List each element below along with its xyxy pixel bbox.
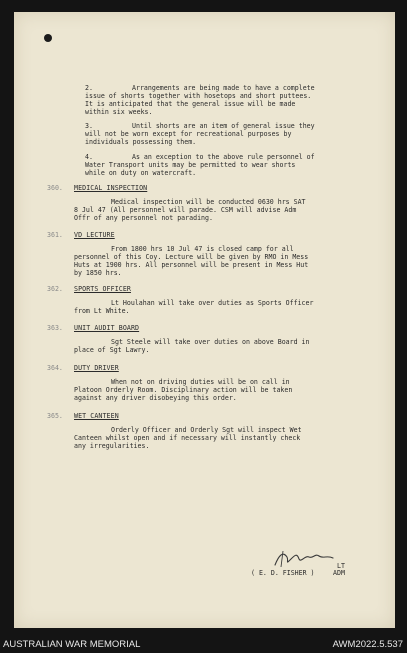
- handwritten-signature: [269, 547, 339, 569]
- item-365-heading: WET CANTEEN: [74, 412, 119, 420]
- footer-institution: AUSTRALIAN WAR MEMORIAL: [3, 639, 141, 650]
- item-362-line-1: Lt Houlahan will take over duties as Sports Officer: [111, 299, 314, 307]
- footer-bar: [0, 637, 407, 653]
- para-4-number: 4.: [85, 153, 93, 161]
- item-364-line-3: against any driver disobeying this order.: [74, 394, 237, 402]
- para-2-line-1: Arrangements are being made to have a complete: [132, 84, 315, 92]
- para-4-line-2: Water Transport units may be permitted to wear shorts: [85, 161, 296, 169]
- para-4-line-3: while on duty on watercraft.: [85, 169, 197, 177]
- signature-rank: LT: [337, 562, 345, 570]
- para-2-number: 2.: [85, 84, 93, 92]
- document-page: [14, 12, 395, 628]
- item-365-line-2: Canteen whilst open and if necessary will instantly check: [74, 434, 301, 442]
- para-3-number: 3.: [85, 122, 93, 130]
- para-3-line-3: individuals possessing them.: [85, 138, 197, 146]
- item-361-number: 361.: [47, 231, 63, 239]
- item-365-number: 365.: [47, 412, 63, 420]
- item-360-line-3: Offr of any personnel not parading.: [74, 214, 213, 222]
- signature-name: ( E. D. FISHER ): [251, 569, 315, 577]
- item-361-line-2: personnel of this Coy. Lecture will be given by RMO in Mess: [74, 253, 309, 261]
- item-364-heading: DUTY DRIVER: [74, 364, 119, 372]
- para-2-line-3: It is anticipated that the general issue will be made: [85, 100, 296, 108]
- para-2-line-2: issue of shorts together with hosetops and short puttees.: [85, 92, 312, 100]
- item-363-heading: UNIT AUDIT BOARD: [74, 324, 140, 332]
- item-361-line-1: From 1800 hrs 10 Jul 47 is closed camp for all: [111, 245, 294, 253]
- item-365-line-1: Orderly Officer and Orderly Sgt will inspect Wet: [111, 426, 302, 434]
- item-361-line-3: Huts at 1900 hrs. All personnel will be present in Mess Hut: [74, 261, 309, 269]
- item-363-line-1: Sgt Steele will take over duties on above Board in: [111, 338, 310, 346]
- item-361-line-4: by 1850 hrs.: [74, 269, 122, 277]
- item-364-number: 364.: [47, 364, 63, 372]
- item-360-number: 360.: [47, 184, 63, 192]
- item-364-line-1: When not on driving duties will be on call in: [111, 378, 290, 386]
- item-362-line-2: from Lt White.: [74, 307, 130, 315]
- item-360-line-1: Medical inspection will be conducted 0630 hrs SAT: [111, 198, 306, 206]
- item-361-heading: VD LECTURE: [74, 231, 115, 239]
- item-362-number: 362.: [47, 285, 63, 293]
- footer-accession-number: AWM2022.5.537: [332, 639, 403, 650]
- item-363-number: 363.: [47, 324, 63, 332]
- para-2-line-4: within six weeks.: [85, 108, 153, 116]
- signature-appointment: ADM: [333, 569, 345, 577]
- item-360-heading: MEDICAL INSPECTION: [74, 184, 148, 192]
- item-363-line-2: place of Sgt Lawry.: [74, 346, 150, 354]
- item-364-line-2: Platoon Orderly Room. Disciplinary action will be taken: [74, 386, 293, 394]
- item-360-line-2: 8 Jul 47 (All personnel will parade. CSM will advise Adm: [74, 206, 297, 214]
- para-4-line-1: As an exception to the above rule personnel of: [132, 153, 315, 161]
- para-3-line-2: will not be worn except for recreational purposes by: [85, 130, 292, 138]
- document-body: [14, 12, 395, 628]
- item-365-line-3: any irregularities.: [74, 442, 150, 450]
- item-362-heading: SPORTS OFFICER: [74, 285, 131, 293]
- para-3-line-1: Until shorts are an item of general issue they: [132, 122, 315, 130]
